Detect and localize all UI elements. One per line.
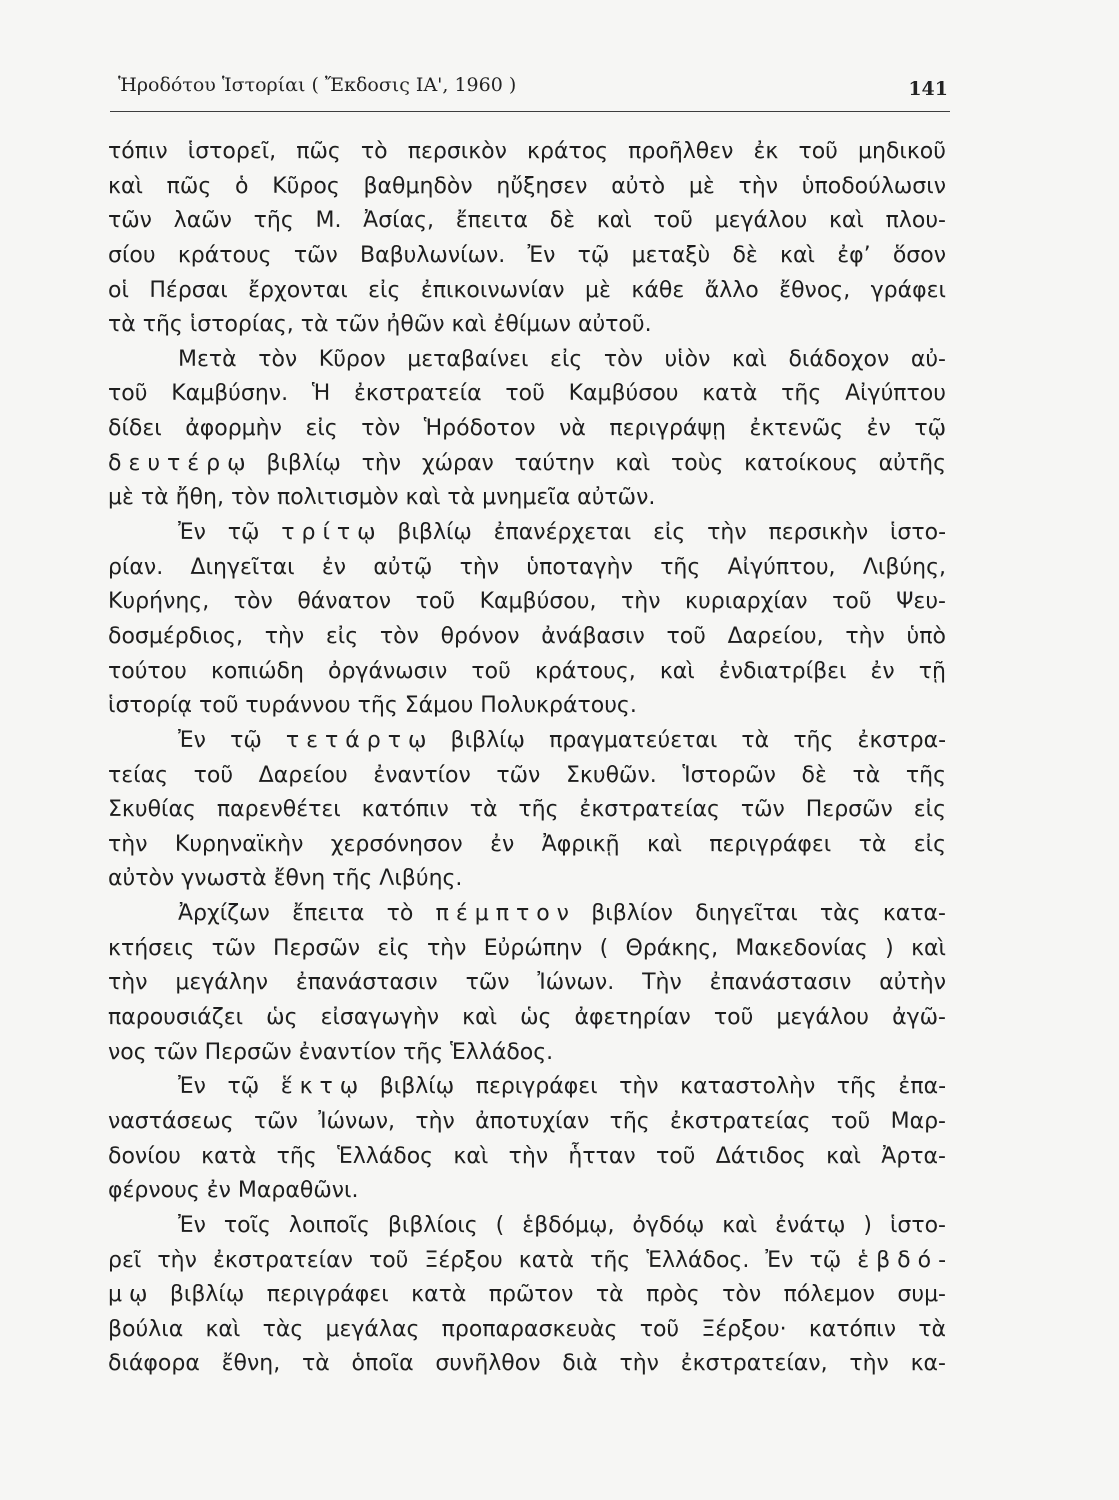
text-line: Μετὰ τὸν Κῦρον μεταβαίνει εἰς τὸν υἱὸν καὶ διάδοχον αὐ- (178, 346, 946, 372)
text-line (108, 1244, 946, 1279)
text-line: αὐτὸν γνωστὰ ἔθνη τῆς Λιβύης. (108, 866, 463, 892)
text-line (108, 447, 946, 482)
body-text (108, 135, 946, 1382)
text-line: διάφορα ἔθνη, τὰ ὁποῖα συνῆλθον διὰ τὴν ἐκστρατείαν, τὴν κα- (108, 1351, 946, 1377)
text-line: ναστάσεως τῶν Ἰώνων, τὴν ἀποτυχίαν τῆς ἐκστρατείας τοῦ Μαρ- (108, 1108, 946, 1134)
text-line: βούλια καὶ τὰς μεγάλας προπαρασκευὰς τοῦ Ξέρξου· κατόπιν τὰ (108, 1316, 946, 1342)
text-line: τείας τοῦ Δαρείου ἐναντίον τῶν Σκυθῶν. Ἱστορῶν δὲ τὰ τῆς (108, 762, 946, 788)
text-line: παρουσιάζει ὡς εἰσαγωγὴν καὶ ὡς ἀφετηρίαν τοῦ μεγάλου ἀγῶ- (108, 1005, 946, 1031)
page-number: 141 (908, 78, 948, 100)
text-line: κτήσεις τῶν Περσῶν εἰς τὴν Εὐρώπην ( Θράκης, Μακεδονίας ) καὶ (108, 935, 946, 961)
text-segment: βιβλίῳ περιγράφει κατὰ πρῶτον τὰ πρὸς τὸν πόλεμον συμ- (169, 1282, 946, 1308)
spaced-emphasis: τ ρ ί τ ῳ (281, 520, 376, 546)
text-line: ρίαν. Διηγεῖται ἐν αὐτῷ τὴν ὑποταγὴν τῆς Αἰγύπτου, Λιβύης, (108, 554, 946, 580)
text-line: φέρνους ἐν Μαραθῶνι. (108, 1178, 359, 1204)
text-segment: Ἐν τῷ (178, 520, 260, 546)
text-segment: Ἐν τῷ (178, 727, 262, 753)
text-line: Ἐν τοῖς λοιποῖς βιβλίοις ( ἑβδόμῳ, ὀγδόῳ καὶ ἐνάτῳ ) ἱστο- (178, 1212, 946, 1238)
text-line: τοῦ Καμβύσην. Ἡ ἐκστρατεία τοῦ Καμβύσου κατὰ τῆς Αἰγύπτου (108, 381, 946, 407)
text-line: τούτου κοπιώδη ὀργάνωσιν τοῦ κράτους, καὶ ἐνδιατρίβει ἐν τῇ (108, 658, 946, 684)
text-line: τὰ τῆς ἱστορίας, τὰ τῶν ἠθῶν καὶ ἐθίμων αὐτοῦ. (108, 312, 652, 338)
text-segment: βιβλίῳ πραγματεύεται τὰ τῆς ἐκστρα- (450, 727, 947, 753)
text-segment: βιβλίῳ περιγράφει τὴν καταστολὴν τῆς ἐπα- (379, 1074, 947, 1100)
spaced-emphasis: μ ῳ (108, 1282, 148, 1308)
text-line: δίδει ἀφορμὴν εἰς τὸν Ἡρόδοτον νὰ περιγράψῃ ἐκτενῶς ἐν τῷ (108, 416, 946, 442)
text-line: ἱστορίᾳ τοῦ τυράννου τῆς Σάμου Πολυκράτους. (108, 693, 637, 719)
page-header (118, 70, 948, 100)
text-line: Κυρήνης, τὸν θάνατον τοῦ Καμβύσου, τὴν κυριαρχίαν τοῦ Ψευ- (108, 589, 946, 615)
text-segment: Ἀρχίζων ἔπειτα τὸ (178, 901, 414, 927)
text-line: τὴν μεγάλην ἐπανάστασιν τῶν Ἰώνων. Τὴν ἐπανάστασιν αὐτὴν (108, 970, 946, 996)
text-line: Σκυθίας παρενθέτει κατόπιν τὰ τῆς ἐκστρατείας τῶν Περσῶν εἰς (108, 797, 946, 823)
text-segment: ρεῖ τὴν ἐκστρατείαν τοῦ Ξέρξου κατὰ τῆς Ἑλλάδος. Ἐν τῷ (108, 1247, 842, 1273)
text-line (108, 724, 946, 759)
text-line (108, 897, 946, 932)
text-line: τῶν λαῶν τῆς Μ. Ἀσίας, ἔπειτα δὲ καὶ τοῦ μεγάλου καὶ πλου- (108, 208, 946, 234)
text-line: μὲ τὰ ἤθη, τὸν πολιτισμὸν καὶ τὰ μνημεῖα αὐτῶν. (108, 485, 656, 511)
running-title: Ἡροδότου Ἱστορίαι ( Ἔκδοσις ΙΑ', 1960 ) (118, 74, 517, 96)
text-segment: Ἐν τῷ (178, 1074, 260, 1100)
text-line: καὶ πῶς ὁ Κῦρος βαθμηδὸν ηὔξησεν αὐτὸ μὲ τὴν ὑποδούλωσιν (108, 173, 946, 199)
text-segment: βιβλίῳ ἐπανέρχεται εἰς τὴν περσικὴν ἱστο- (397, 520, 947, 546)
text-line (108, 1070, 946, 1105)
spaced-emphasis: ἕ κ τ ῳ (280, 1074, 359, 1100)
text-segment: βιβλίῳ τὴν χώραν ταύτην καὶ τοὺς κατοίκους αὐτῆς (266, 450, 946, 476)
spaced-emphasis: π έ μ π τ ο ν (435, 901, 569, 927)
text-line: τὴν Κυρηναϊκὴν χερσόνησον ἐν Ἀφρικῇ καὶ περιγράφει τὰ εἰς (108, 831, 946, 857)
text-line: δοσμέρδιος, τὴν εἰς τὸν θρόνον ἀνάβασιν τοῦ Δαρείου, τὴν ὑπὸ (108, 623, 946, 649)
text-line: οἱ Πέρσαι ἔρχονται εἰς ἐπικοινωνίαν μὲ κάθε ἄλλο ἔθνος, γράφει (108, 277, 946, 303)
text-line (108, 516, 946, 551)
spaced-emphasis: δ ε υ τ έ ρ ῳ (108, 450, 246, 476)
text-line: δονίου κατὰ τῆς Ἑλλάδος καὶ τὴν ἧτταν τοῦ Δάτιδος καὶ Ἀρτα- (108, 1143, 946, 1169)
spaced-emphasis: ἑ β δ ό - (857, 1247, 947, 1273)
header-rule (110, 111, 950, 112)
text-line: τόπιν ἱστορεῖ, πῶς τὸ περσικὸν κράτος προῆλθεν ἐκ τοῦ μηδικοῦ (108, 139, 946, 164)
spaced-emphasis: τ ε τ ά ρ τ ῳ (285, 727, 427, 753)
text-segment: βιβλίον διηγεῖται τὰς κατα- (591, 901, 946, 927)
text-line (108, 1278, 946, 1313)
text-line: σίου κράτους τῶν Βαβυλωνίων. Ἐν τῷ μεταξὺ δὲ καὶ ἐφ’ ὅσον (108, 242, 946, 268)
text-line: νος τῶν Περσῶν ἐναντίον τῆς Ἑλλάδος. (108, 1039, 554, 1065)
